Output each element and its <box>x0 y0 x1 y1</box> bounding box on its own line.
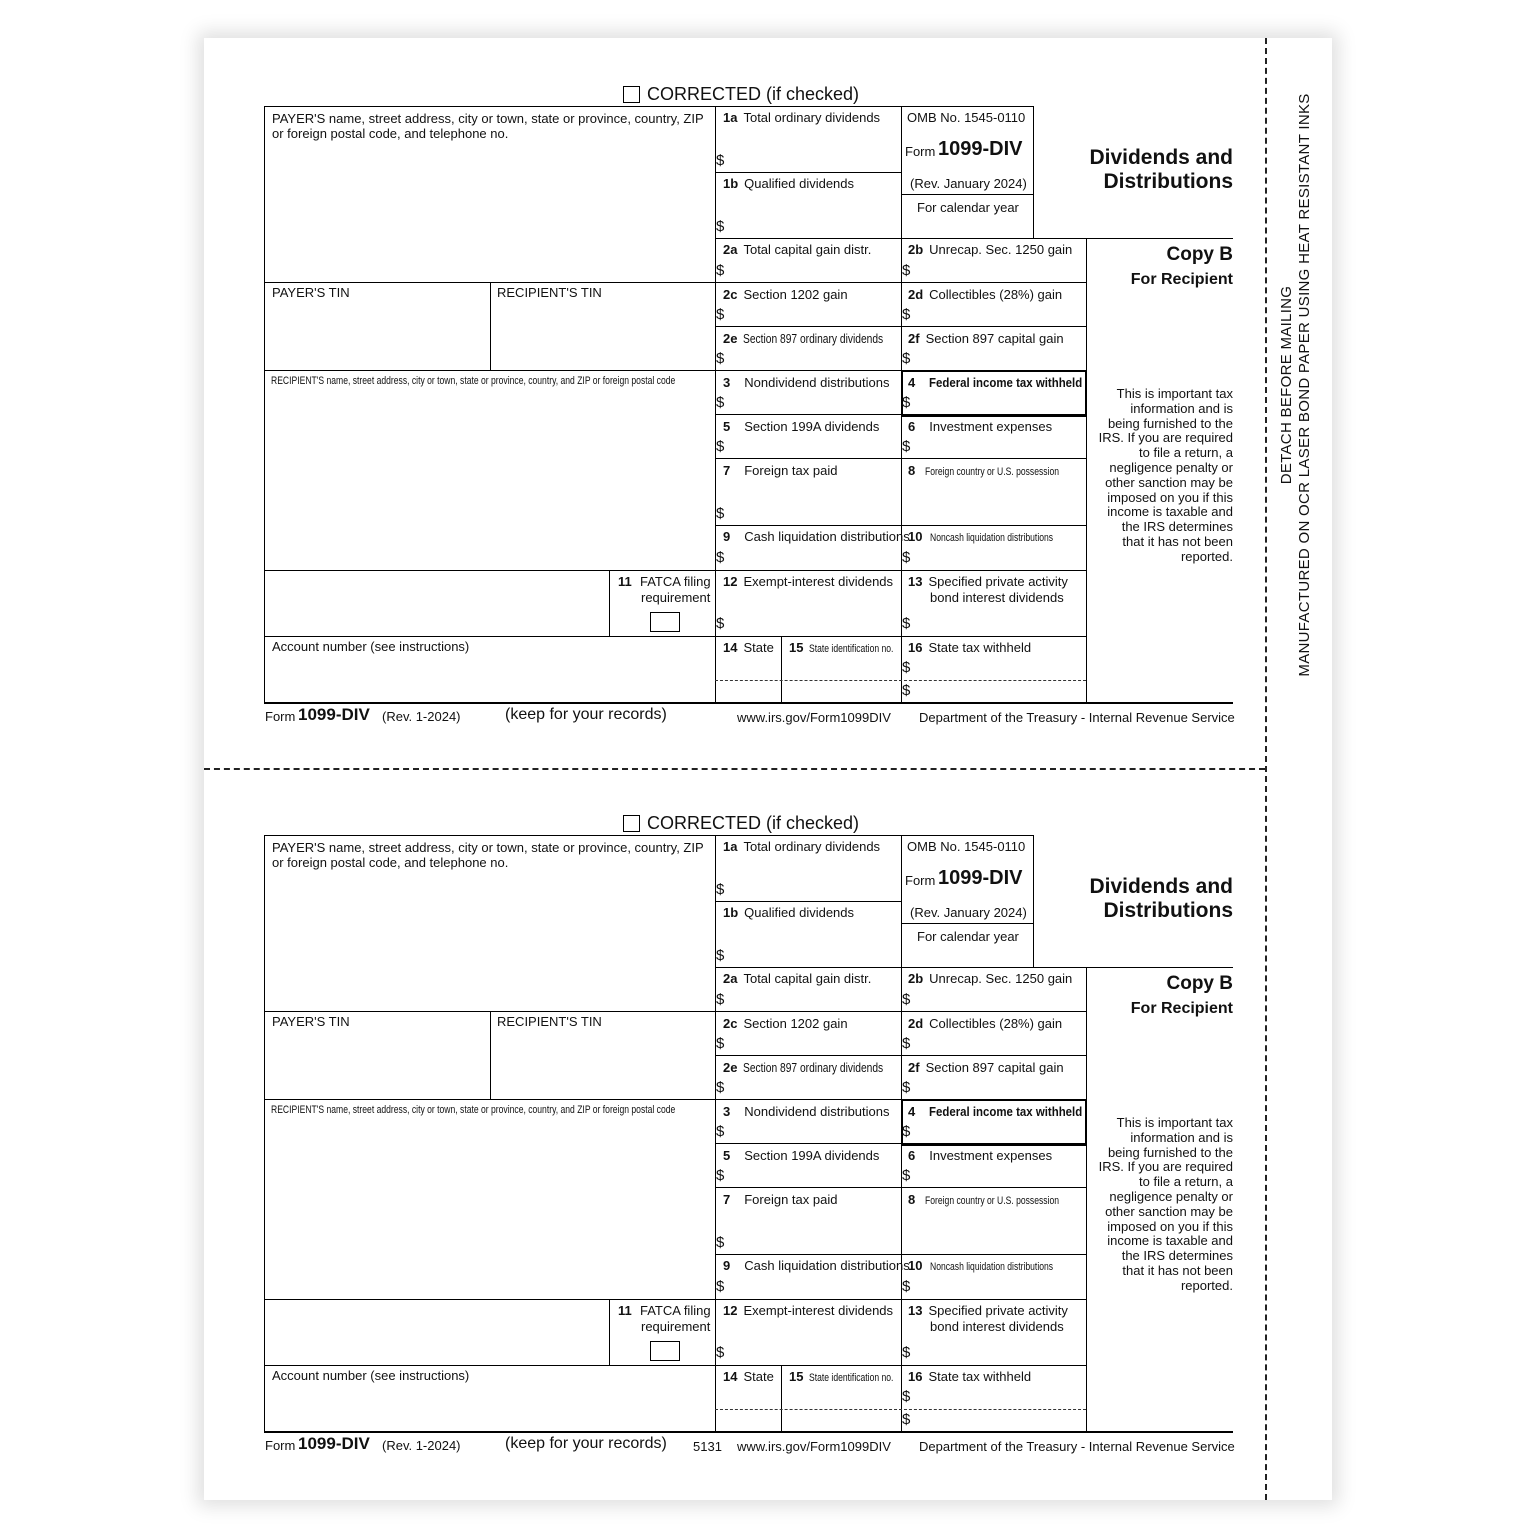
box-number: 14 <box>723 1369 738 1384</box>
notice-text: This is important tax information and is being furnished to the IRS. If you are required to file a return, a negligence penalty or other sanction may be imposed on you if this income is taxable and the IRS determines that it has not been reported. <box>1098 386 1233 564</box>
rule <box>715 1187 1086 1188</box>
box-number: 4 <box>908 375 916 390</box>
dollar-sign: $ <box>716 306 725 323</box>
dollar-sign: $ <box>716 1344 725 1361</box>
rule <box>715 238 901 239</box>
box-10-label <box>908 1258 1088 1275</box>
rule <box>264 570 1086 571</box>
form-copy-top <box>0 0 1536 725</box>
dollar-sign: $ <box>716 881 725 898</box>
dollar-sign: $ <box>716 1234 725 1251</box>
box-text: Total capital gain distr. <box>743 971 872 986</box>
rule <box>901 194 1033 195</box>
dollar-sign: $ <box>902 350 911 367</box>
box-text: Section 199A dividends <box>744 1148 880 1163</box>
box-12-label <box>723 574 893 589</box>
copy-label: Copy B <box>1166 244 1233 265</box>
dollar-sign: $ <box>716 1278 725 1295</box>
rule <box>715 1254 1086 1255</box>
box-text: Investment expenses <box>929 1148 1053 1163</box>
calendar-year-label: For calendar year <box>917 200 1019 215</box>
corrected-label: CORRECTED (if checked) <box>647 813 860 833</box>
box-number: 16 <box>908 1369 923 1384</box>
box-2b-label <box>908 971 1072 986</box>
corrected-checkbox[interactable] <box>623 86 640 103</box>
box-6-label <box>908 1148 1052 1163</box>
rule <box>715 967 901 968</box>
box-text: Specified private activity <box>928 1303 1068 1318</box>
box-text: Federal income tax withheld <box>929 1104 1083 1119</box>
rule <box>264 282 1086 283</box>
dollar-sign: $ <box>902 615 911 632</box>
box-7-label <box>723 463 837 478</box>
box-number: 13 <box>908 1303 923 1318</box>
dollar-sign: $ <box>902 682 911 699</box>
box-13-label <box>908 574 1068 589</box>
box-15-label <box>789 1369 918 1386</box>
rule <box>264 106 265 702</box>
box-text: Section 897 ordinary dividends <box>743 332 884 346</box>
footer-dept: Department of the Treasury - Internal Revenue Service <box>919 710 1235 725</box>
omb-number: OMB No. 1545-0110 <box>907 110 1026 125</box>
dollar-sign: $ <box>902 549 911 566</box>
footer-form-word: Form <box>265 709 296 724</box>
box-3-label <box>723 375 890 390</box>
box-number: 1a <box>723 110 738 125</box>
dollar-sign: $ <box>716 1079 725 1096</box>
rule <box>901 967 1233 968</box>
fatca-label-2: requirement <box>641 1319 711 1334</box>
omb-number: OMB No. 1545-0110 <box>907 839 1026 854</box>
catalog-number: 5131 <box>693 1439 722 1454</box>
box-9-label <box>723 1258 910 1273</box>
box-text: State tax withheld <box>928 1369 1032 1384</box>
box-number: 2b <box>908 971 924 986</box>
revision: (Rev. January 2024) <box>910 176 1027 191</box>
payer-tin-label: PAYER'S TIN <box>272 1014 350 1029</box>
box-text: Section 897 ordinary dividends <box>743 1061 884 1075</box>
rule <box>715 901 901 902</box>
payer-tin-label: PAYER'S TIN <box>272 285 350 300</box>
box-1b-label <box>723 176 854 191</box>
box-number: 16 <box>908 640 923 655</box>
for-recipient-label: For Recipient <box>1130 271 1233 288</box>
footer-dept: Department of the Treasury - Internal Revenue Service <box>919 1439 1235 1454</box>
box-number: 14 <box>723 640 738 655</box>
box-text: Total ordinary dividends <box>743 839 881 854</box>
rule <box>264 1431 1233 1433</box>
box-text: Section 897 capital gain <box>925 331 1064 346</box>
recipient-tin-label: RECIPIENT'S TIN <box>497 285 602 300</box>
box-text: Noncash liquidation distributions <box>930 532 1054 544</box>
box-5-label <box>723 419 879 434</box>
form-number: 1099-DIV <box>938 867 1023 889</box>
rule <box>264 1365 1086 1366</box>
box-number: 3 <box>723 1104 731 1119</box>
dollar-sign: $ <box>902 438 911 455</box>
dollar-sign: $ <box>716 947 725 964</box>
box-number: 3 <box>723 375 731 390</box>
box-number: 7 <box>723 1192 731 1207</box>
rule <box>490 1011 491 1099</box>
payer-name-label-2: or foreign postal code, and telephone no. <box>272 126 509 141</box>
fatca-label: FATCA filing <box>640 574 711 589</box>
dollar-sign: $ <box>902 1035 911 1052</box>
box-number: 2f <box>908 1060 920 1075</box>
footer-form-word: Form <box>265 1438 296 1453</box>
box-1a-label <box>723 110 880 125</box>
box-2d-label <box>908 1016 1062 1031</box>
fatca-label: FATCA filing <box>640 1303 711 1318</box>
box-8-label <box>908 463 1097 480</box>
rule <box>781 636 782 702</box>
box-15-label <box>789 640 918 657</box>
box-number: 5 <box>723 1148 731 1163</box>
recipient-tin-label: RECIPIENT'S TIN <box>497 1014 602 1029</box>
rule <box>264 835 1034 836</box>
rule <box>1033 106 1034 238</box>
box-number: 4 <box>908 1104 916 1119</box>
form-title <box>1089 146 1233 194</box>
box-text: Exempt-interest dividends <box>743 1303 894 1318</box>
box-text: Nondividend distributions <box>744 1104 890 1119</box>
corrected-label: CORRECTED (if checked) <box>647 84 860 104</box>
dollar-sign: $ <box>716 438 725 455</box>
box-text: Cash liquidation distributions <box>744 529 910 544</box>
box-number: 9 <box>723 1258 731 1273</box>
box-1a-label <box>723 839 880 854</box>
account-number-label: Account number (see instructions) <box>272 1368 470 1383</box>
box-text: Foreign tax paid <box>744 463 838 478</box>
rule <box>715 1055 1086 1056</box>
box-6-label <box>908 419 1052 434</box>
dollar-sign: $ <box>902 1411 911 1428</box>
dollar-sign: $ <box>716 394 725 411</box>
box-text: State identification no. <box>809 643 894 655</box>
box-2a-label <box>723 971 871 986</box>
box-10-label <box>908 529 1088 546</box>
rule <box>781 1365 782 1431</box>
rule <box>1033 835 1034 967</box>
box-number: 12 <box>723 574 738 589</box>
box-text: Qualified dividends <box>744 905 855 920</box>
box-text: State identification no. <box>809 1372 894 1384</box>
box-number: 15 <box>789 1369 804 1384</box>
dollar-sign: $ <box>716 1123 725 1140</box>
box-text: Foreign tax paid <box>744 1192 838 1207</box>
fatca-label-2: requirement <box>641 590 711 605</box>
rule <box>609 1299 610 1365</box>
dollar-sign: $ <box>902 306 911 323</box>
box-number: 2f <box>908 331 920 346</box>
dollar-sign: $ <box>716 615 725 632</box>
footer-keep: (keep for your records) <box>505 706 667 723</box>
box-text: Unrecap. Sec. 1250 gain <box>929 971 1073 986</box>
box-2a-label <box>723 242 871 257</box>
box-7-label <box>723 1192 837 1207</box>
box-number: 13 <box>908 574 923 589</box>
box-number: 2d <box>908 1016 924 1031</box>
box-text: Section 199A dividends <box>744 419 880 434</box>
form-title-line-2: Distributions <box>1103 899 1233 922</box>
copy-label: Copy B <box>1166 973 1233 994</box>
box-text: State <box>743 640 774 655</box>
box-text: Collectibles (28%) gain <box>929 287 1063 302</box>
dollar-sign: $ <box>902 394 911 411</box>
box-number: 2e <box>723 331 738 346</box>
form-title-line-1: Dividends and <box>1089 875 1233 898</box>
box-text: Section 1202 gain <box>743 1016 848 1031</box>
corrected-checkbox[interactable] <box>623 815 640 832</box>
dollar-sign: $ <box>716 1035 725 1052</box>
box-13-label-2: bond interest dividends <box>930 590 1064 605</box>
rule <box>264 106 1034 107</box>
recipient-name-label: RECIPIENT'S name, street address, city or town, state or province, country, and ZIP or foreign postal code <box>271 375 676 387</box>
box-text: Specified private activity <box>928 574 1068 589</box>
dollar-sign: $ <box>902 1278 911 1295</box>
box-text: Investment expenses <box>929 419 1053 434</box>
dollar-sign: $ <box>716 505 725 522</box>
box-text: State tax withheld <box>928 640 1032 655</box>
box-text: Nondividend distributions <box>744 375 890 390</box>
box-12-label <box>723 1303 893 1318</box>
box-number: 2a <box>723 971 738 986</box>
box-2f-label <box>908 331 1064 346</box>
footer-keep: (keep for your records) <box>505 1435 667 1452</box>
dollar-sign: $ <box>716 1167 725 1184</box>
box-number: 9 <box>723 529 731 544</box>
rule <box>490 282 491 370</box>
dollar-sign: $ <box>716 350 725 367</box>
box-number: 6 <box>908 1148 916 1163</box>
dollar-sign: $ <box>902 1344 911 1361</box>
footer-url: www.irs.gov/Form1099DIV <box>737 1439 891 1454</box>
dollar-sign: $ <box>716 218 725 235</box>
dollar-sign: $ <box>716 991 725 1008</box>
dollar-sign: $ <box>902 262 911 279</box>
form-title <box>1089 875 1233 923</box>
dollar-sign: $ <box>716 262 725 279</box>
rule <box>264 1299 1086 1300</box>
calendar-year-label: For calendar year <box>917 929 1019 944</box>
payer-name-label: PAYER'S name, street address, city or town, state or province, country, ZIP <box>272 111 704 126</box>
rule <box>264 702 1233 704</box>
box-14-label <box>723 640 774 655</box>
rule <box>264 835 265 1431</box>
box-5-label <box>723 1148 879 1163</box>
box-2c-label <box>723 1016 848 1031</box>
box-text: State <box>743 1369 774 1384</box>
box-number: 1b <box>723 176 739 191</box>
box-number: 2b <box>908 242 924 257</box>
box-1b-label <box>723 905 854 920</box>
form-word: Form <box>905 873 936 888</box>
footer-form-number: 1099-DIV <box>298 705 370 724</box>
footer-revision: (Rev. 1-2024) <box>382 1438 461 1453</box>
footer-form-number: 1099-DIV <box>298 1434 370 1453</box>
box-13-label-2: bond interest dividends <box>930 1319 1064 1334</box>
box-2c-label <box>723 287 848 302</box>
box-number: 2c <box>723 1016 738 1031</box>
dollar-sign: $ <box>902 1167 911 1184</box>
box-text: Federal income tax withheld <box>929 375 1083 390</box>
rule <box>901 923 1033 924</box>
box-number: 8 <box>908 1192 916 1207</box>
dashed-rule <box>715 680 1086 681</box>
box-2f-label <box>908 1060 1064 1075</box>
box-number: 10 <box>908 1258 923 1273</box>
box-14-label <box>723 1369 774 1384</box>
box-number: 6 <box>908 419 916 434</box>
box-text: Section 897 capital gain <box>925 1060 1064 1075</box>
box-4-label <box>908 375 1103 390</box>
rule <box>715 172 901 173</box>
rule <box>901 238 1233 239</box>
box-13-label <box>908 1303 1068 1318</box>
rule <box>715 326 1086 327</box>
box-number: 15 <box>789 640 804 655</box>
dashed-rule <box>715 1409 1086 1410</box>
payer-name-label: PAYER'S name, street address, city or town, state or province, country, ZIP <box>272 840 704 855</box>
rule <box>264 636 1086 637</box>
box-number: 7 <box>723 463 731 478</box>
dollar-sign: $ <box>902 1388 911 1405</box>
box-2d-label <box>908 287 1062 302</box>
box-2b-label <box>908 242 1072 257</box>
box-number: 2e <box>723 1060 738 1075</box>
account-number-label: Account number (see instructions) <box>272 639 470 654</box>
fatca-number: 11 <box>618 1303 632 1318</box>
side-note-manufactured: MANUFACTURED ON OCR LASER BOND PAPER USING HEAT RESISTANT INKS <box>1296 93 1313 677</box>
revision: (Rev. January 2024) <box>910 905 1027 920</box>
recipient-name-label: RECIPIENT'S name, street address, city or town, state or province, country, and ZIP or foreign postal code <box>271 1104 676 1116</box>
form-title-line-2: Distributions <box>1103 170 1233 193</box>
box-text: Foreign country or U.S. possession <box>925 1195 1060 1207</box>
dollar-sign: $ <box>716 152 725 169</box>
box-number: 12 <box>723 1303 738 1318</box>
box-text: Qualified dividends <box>744 176 855 191</box>
dollar-sign: $ <box>902 659 911 676</box>
box-text: Unrecap. Sec. 1250 gain <box>929 242 1073 257</box>
fatca-checkbox[interactable] <box>650 1341 680 1361</box>
box-text: Total capital gain distr. <box>743 242 872 257</box>
payer-name-label-2: or foreign postal code, and telephone no. <box>272 855 509 870</box>
side-note-detach: DETACH BEFORE MAILING <box>1278 285 1295 485</box>
rule <box>264 1011 1086 1012</box>
footer-revision: (Rev. 1-2024) <box>382 709 461 724</box>
box-text: Exempt-interest dividends <box>743 574 894 589</box>
box-16-label <box>908 1369 1031 1384</box>
form-word: Form <box>905 144 936 159</box>
form-number: 1099-DIV <box>938 138 1023 160</box>
box-number: 5 <box>723 419 731 434</box>
box-number: 2d <box>908 287 924 302</box>
box-text: Total ordinary dividends <box>743 110 881 125</box>
box-text: Noncash liquidation distributions <box>930 1261 1054 1273</box>
box-16-label <box>908 640 1031 655</box>
notice-text: This is important tax information and is being furnished to the IRS. If you are required to file a return, a negligence penalty or other sanction may be imposed on you if this income is taxable and the IRS determines that it has not been reported. <box>1098 1115 1233 1293</box>
box-4-label <box>908 1104 1103 1119</box>
dollar-sign: $ <box>902 991 911 1008</box>
fatca-number: 11 <box>618 574 632 589</box>
box-2e-label <box>723 1060 914 1076</box>
dollar-sign: $ <box>902 1123 911 1140</box>
box-number: 10 <box>908 529 923 544</box>
footer-url: www.irs.gov/Form1099DIV <box>737 710 891 725</box>
dollar-sign: $ <box>902 1079 911 1096</box>
for-recipient-label: For Recipient <box>1130 1000 1233 1017</box>
box-number: 1a <box>723 839 738 854</box>
box-number: 8 <box>908 463 916 478</box>
box-number: 2a <box>723 242 738 257</box>
rule <box>715 525 1086 526</box>
box-number: 2c <box>723 287 738 302</box>
box-text: Cash liquidation distributions <box>744 1258 910 1273</box>
box-9-label <box>723 529 910 544</box>
box-text: Collectibles (28%) gain <box>929 1016 1063 1031</box>
box-8-label <box>908 1192 1097 1209</box>
dollar-sign: $ <box>716 549 725 566</box>
rule <box>715 458 1086 459</box>
box-number: 1b <box>723 905 739 920</box>
box-2e-label <box>723 331 914 347</box>
box-text: Section 1202 gain <box>743 287 848 302</box>
rule <box>609 570 610 636</box>
form-title-line-1: Dividends and <box>1089 146 1233 169</box>
box-text: Foreign country or U.S. possession <box>925 466 1060 478</box>
box-3-label <box>723 1104 890 1119</box>
fatca-checkbox[interactable] <box>650 612 680 632</box>
